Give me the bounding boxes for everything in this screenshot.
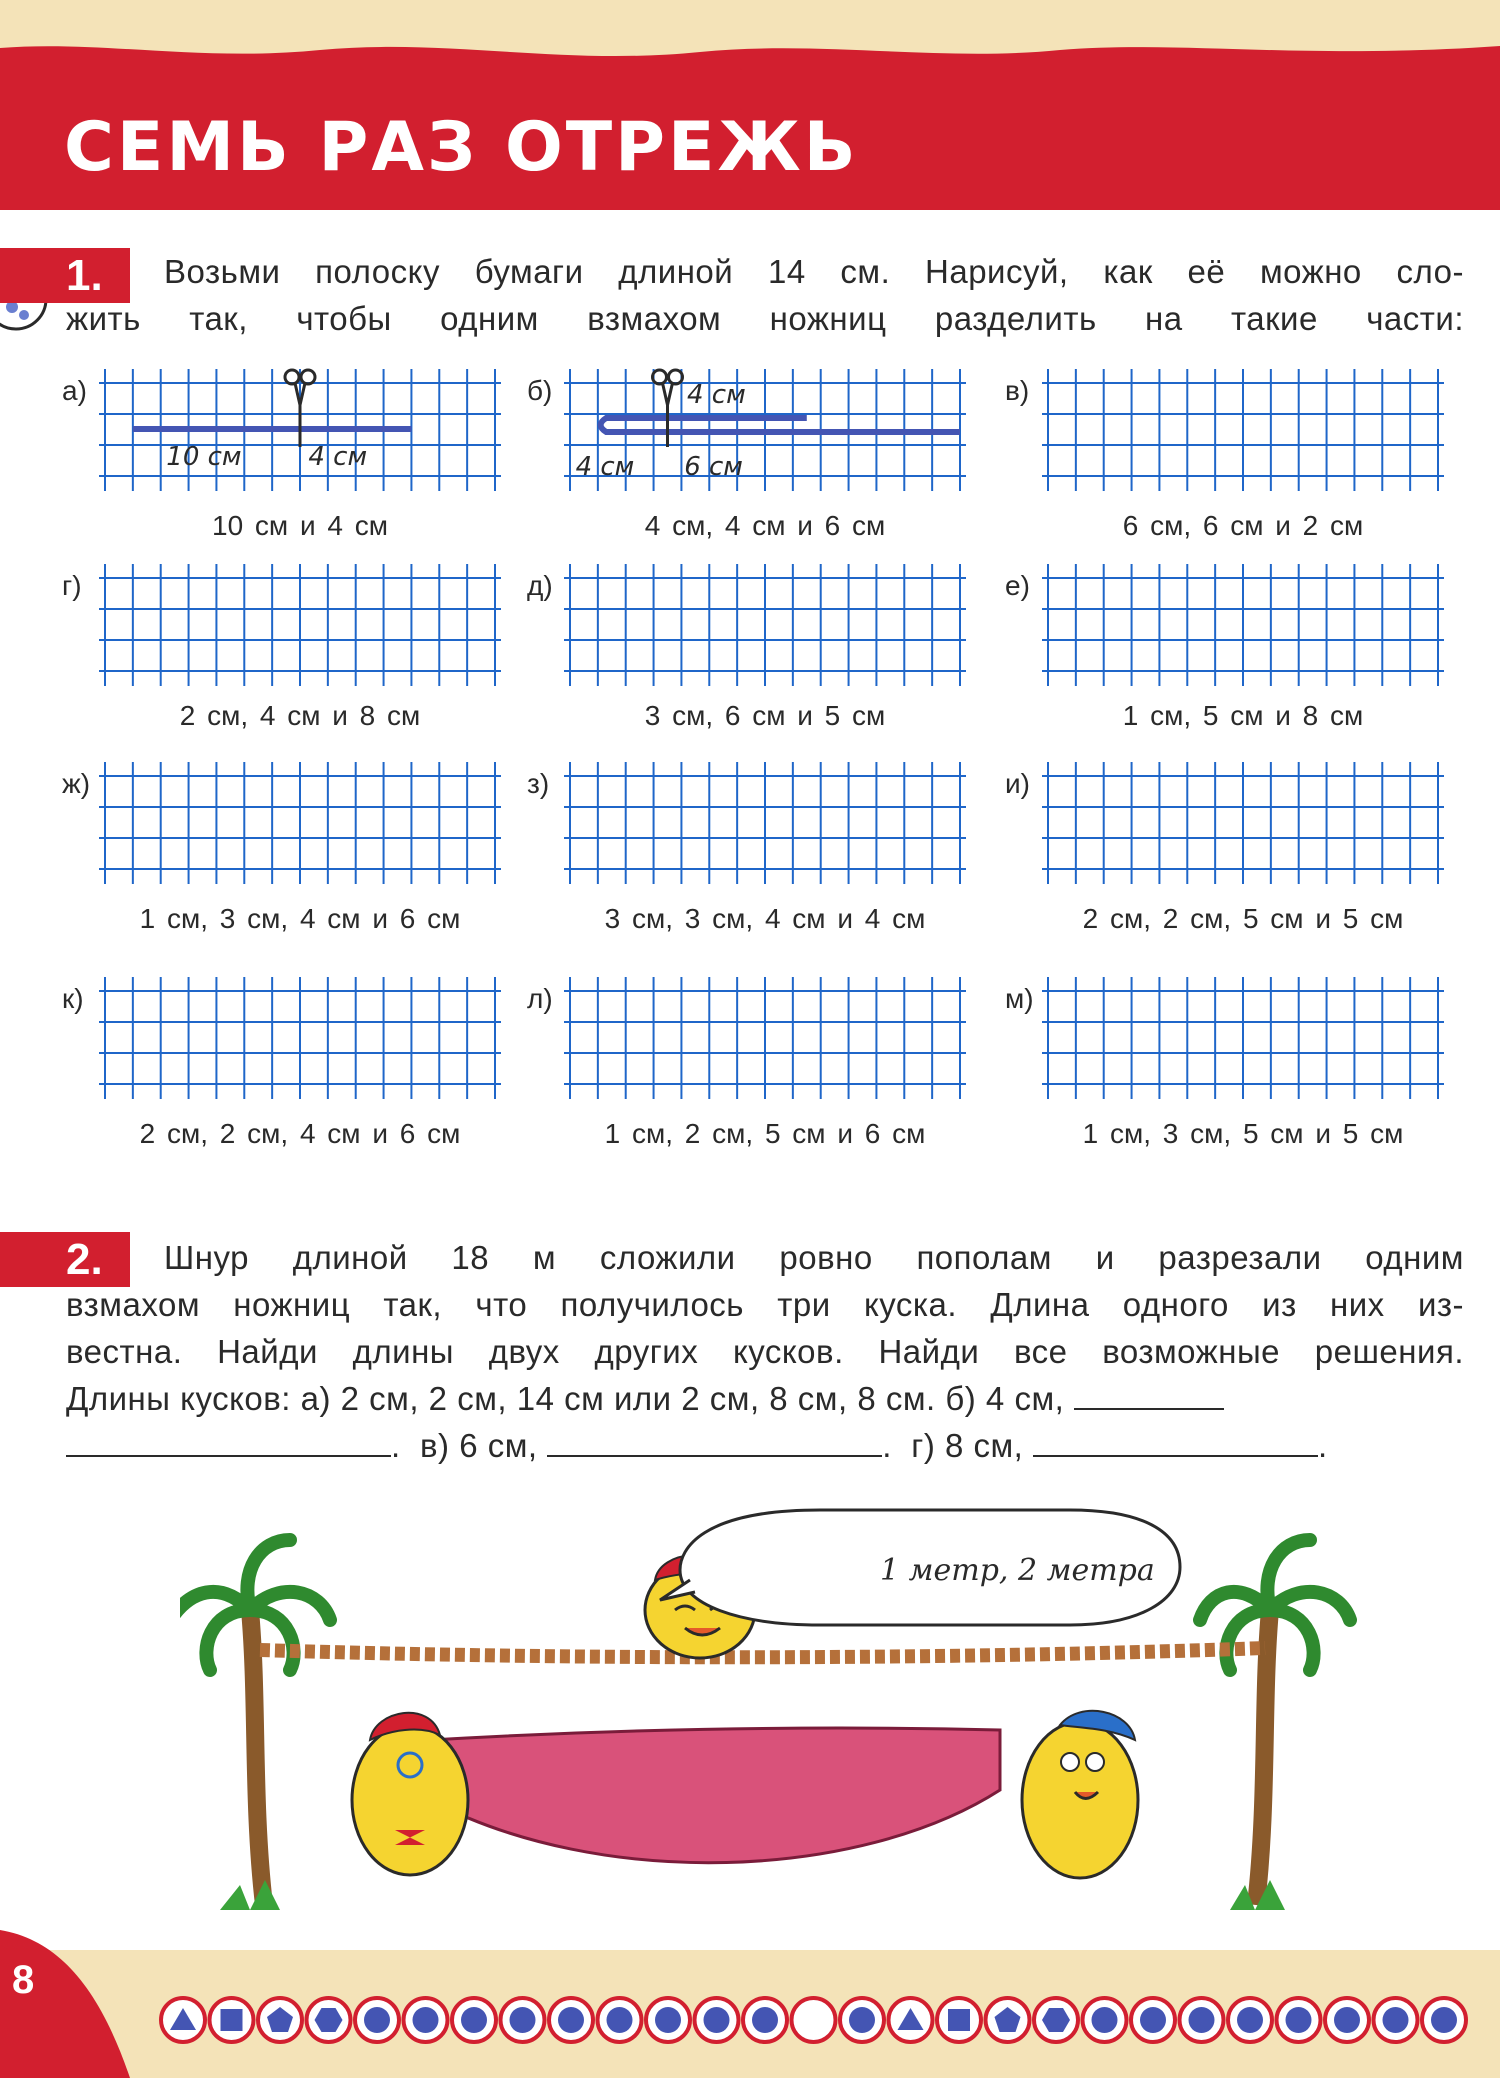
cell-letter: и)	[1005, 768, 1030, 799]
drawing-grid[interactable]	[105, 570, 495, 680]
cell-letter: з)	[527, 768, 550, 799]
border-shape-hexagon-icon	[307, 1998, 351, 2042]
border-shape-triangle-icon	[889, 1998, 933, 2042]
shape-border-row	[155, 1990, 1495, 2050]
pink-cloth	[430, 1728, 1000, 1863]
cell-label: 2 см, 4 см и 8 см	[179, 700, 421, 731]
cell-letter: ж)	[62, 768, 91, 799]
drawing-grid[interactable]	[1048, 768, 1438, 878]
length-mark: 6 см	[684, 452, 743, 482]
border-shape-circle-icon	[1083, 1998, 1127, 2042]
chick-right-icon	[1022, 1711, 1138, 1878]
drawing-grid[interactable]	[105, 375, 495, 485]
task-2-line-2: взмахом ножниц так, что получилось три куска. Длина одного из них из-	[66, 1286, 1464, 1323]
page-title: СЕМЬ РАЗ ОТРЕЖЬ	[64, 108, 859, 187]
cell-label: 3 см, 6 см и 5 см	[644, 700, 886, 731]
drawing-grid[interactable]	[1048, 570, 1438, 680]
cell-label: 4 см, 4 см и 6 см	[644, 510, 886, 541]
border-shape-circle-icon	[1228, 1998, 1272, 2042]
palm-tree-left-icon	[180, 1540, 330, 1910]
chick-left-icon	[352, 1713, 468, 1875]
length-mark: 4 см	[308, 442, 368, 472]
border-shape-circle-icon	[1131, 1998, 1175, 2042]
drawing-grid[interactable]	[570, 375, 960, 485]
border-shape-square-icon	[937, 1998, 981, 2042]
cell-letter: в)	[1005, 375, 1030, 406]
border-shape-pentagon-icon	[986, 1998, 1030, 2042]
border-shape-pentagon-icon	[258, 1998, 302, 2042]
cell-label: 1 см, 3 см, 4 см и 6 см	[139, 903, 461, 934]
cell-letter: л)	[527, 983, 553, 1014]
cell-label: 10 см и 4 см	[212, 510, 388, 541]
cell-letter: г)	[62, 570, 82, 601]
task-2-line-5: . в) 6 см, . г) 8 см, .	[66, 1422, 1464, 1469]
border-shape-circle-icon	[501, 1998, 545, 2042]
border-shape-empty-icon	[792, 1998, 836, 2042]
task-2-number: 2.	[0, 1232, 130, 1287]
border-shape-square-icon	[210, 1998, 254, 2042]
task-1-text	[66, 248, 1464, 342]
answer-c-prefix: в) 6 см,	[420, 1427, 538, 1464]
task-1-number: 1.	[0, 248, 130, 303]
answer-b-blank-1[interactable]	[1074, 1378, 1224, 1410]
length-mark: 4 см	[575, 452, 635, 482]
cell-letter: м)	[1005, 983, 1034, 1014]
cell-letter: е)	[1005, 570, 1030, 601]
border-shape-circle-icon	[646, 1998, 690, 2042]
drawing-grid[interactable]	[105, 768, 495, 878]
answer-a-and-b-prefix: Длины кусков: а) 2 см, 2 см, 14 см или 2 см, 8 см, 8 см. б) 4 см,	[66, 1380, 1065, 1417]
speech-bubble-text: 1 метр, 2 метра	[880, 1553, 1155, 1588]
cell-label: 1 см, 3 см, 5 см и 5 см	[1082, 1118, 1404, 1149]
border-shape-circle-icon	[355, 1998, 399, 2042]
border-shape-circle-icon	[1422, 1998, 1466, 2042]
task-2-text	[66, 1234, 1464, 1469]
cell-label: 1 см, 5 см и 8 см	[1122, 700, 1364, 731]
task-1-line-1: Возьми полоску бумаги длиной 14 см. Нарисуй, как её можно сло-	[164, 253, 1464, 290]
border-shape-circle-icon	[743, 1998, 787, 2042]
border-shape-triangle-icon	[161, 1998, 205, 2042]
border-shape-circle-icon	[549, 1998, 593, 2042]
answer-c-blank[interactable]	[547, 1425, 882, 1457]
cell-label: 3 см, 3 см, 4 см и 4 см	[604, 903, 926, 934]
border-shape-hexagon-icon	[1034, 1998, 1078, 2042]
task-2-line-1: Шнур длиной 18 м сложили ровно пополам и разрезали одним	[164, 1239, 1464, 1276]
cell-label: 1 см, 2 см, 5 см и 6 см	[604, 1118, 926, 1149]
palm-tree-right-icon	[1200, 1540, 1350, 1910]
chicks-illustration	[180, 1500, 1360, 1920]
drawing-grid[interactable]	[570, 570, 960, 680]
page-number-tab	[0, 1930, 130, 2078]
rope	[260, 1648, 1265, 1657]
border-shape-circle-icon	[1325, 1998, 1369, 2042]
border-shape-circle-icon	[404, 1998, 448, 2042]
length-mark: 4 см	[687, 380, 746, 410]
cell-letter: д)	[527, 570, 553, 601]
answer-b-blank-2[interactable]	[66, 1425, 391, 1457]
drawing-grid[interactable]	[105, 983, 495, 1093]
answer-d-prefix: г) 8 см,	[911, 1427, 1024, 1464]
border-shape-circle-icon	[840, 1998, 884, 2042]
cell-label: 2 см, 2 см, 4 см и 6 см	[139, 1118, 461, 1149]
speech-bubble	[660, 1510, 1180, 1625]
page-number: 8	[12, 1958, 35, 2002]
border-shape-circle-icon	[695, 1998, 739, 2042]
border-shape-circle-icon	[452, 1998, 496, 2042]
border-shape-circle-icon	[1180, 1998, 1224, 2042]
cell-label: 2 см, 2 см, 5 см и 5 см	[1082, 903, 1404, 934]
task-1-line-2: жить так, чтобы одним взмахом ножниц разделить на такие части:	[66, 300, 1464, 337]
drawing-grid[interactable]	[570, 983, 960, 1093]
drawing-grid[interactable]	[1048, 375, 1438, 485]
border-shape-circle-icon	[1374, 1998, 1418, 2042]
border-shape-circle-icon	[598, 1998, 642, 2042]
scissors-icon	[653, 370, 683, 447]
cell-letter: б)	[527, 375, 553, 406]
task-2-line-3: вестна. Найди длины двух других кусков. Найди все возможные решения.	[66, 1333, 1464, 1370]
border-shape-circle-icon	[1277, 1998, 1321, 2042]
cell-letter: а)	[62, 375, 87, 406]
cell-label: 6 см, 6 см и 2 см	[1122, 510, 1364, 541]
drawing-grid[interactable]	[1048, 983, 1438, 1093]
drawing-grid[interactable]	[570, 768, 960, 878]
task-2-line-4	[66, 1375, 1464, 1422]
cell-letter: к)	[62, 983, 84, 1014]
answer-d-blank[interactable]	[1033, 1425, 1318, 1457]
length-mark: 10 см	[166, 442, 242, 472]
